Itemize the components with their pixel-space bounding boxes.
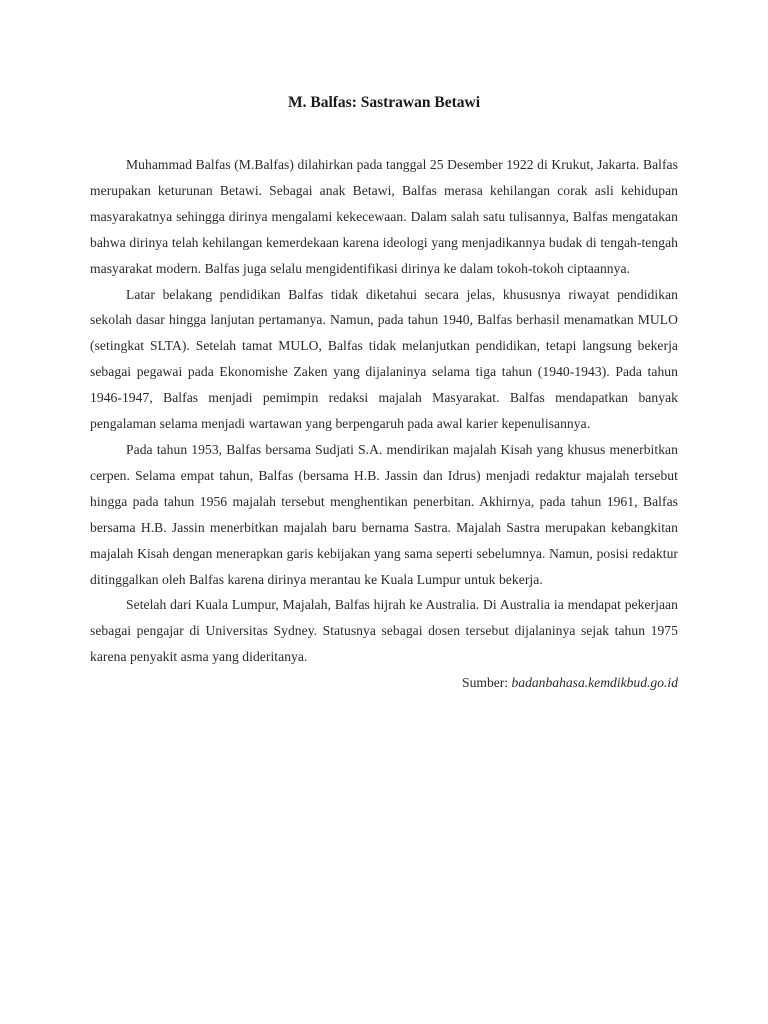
paragraph-career: Pada tahun 1953, Balfas bersama Sudjati S.A. mendirikan majalah Kisah yang khusus menerbitkan cerpen. Selama empat tahun, Balfas (bersama H.B. Jassin dan Idrus) menjadi redaktur majalah tersebut hingga pada tahun 1956 majalah tersebut menghentikan penerbitan. Akhirnya, pada tahun 1961, Balfas bersama H.B. Jassin menerbitkan majalah baru bernama Sastra. Majalah Sastra merupakan kebangkitan majalah Kisah dengan menerapkan garis kebijakan yang sama seperti sebelumnya. Namun, posisi redaktur ditinggalkan oleh Balfas karena dirinya merantau ke Kuala Lumpur untuk bekerja. xyxy=(90,441,678,587)
paragraph-australia: Setelah dari Kuala Lumpur, Majalah, Balfas hijrah ke Australia. Di Australia ia mendapat pekerjaan sebagai pengajar di Universitas Sydney. Statusnya sebagai dosen tersebut dijalaninya sejak tahun 1975 karena penyakit asma yang dideritanya. xyxy=(90,597,678,665)
document-body xyxy=(90,152,678,696)
source-line xyxy=(90,670,678,696)
document-title: M. Balfas: Sastrawan Betawi xyxy=(287,94,481,111)
paragraph-birth: Muhammad Balfas (M.Balfas) dilahirkan pada tanggal 25 Desember 1922 di Krukut, Jakarta. Balfas merupakan keturunan Betawi. Sebagai anak Betawi, Balfas merasa kehilangan corak asli kehidupan masyarakatnya sehingga dirinya mengalami kekecewaan. Dalam salah satu tulisannya, Balfas mengatakan bahwa dirinya telah kehilangan kemerdekaan karena ideologi yang menjadikannya budak di tengah-tengah masyarakat modern. Balfas juga selalu mengidentifikasi dirinya ke dalam tokoh-tokoh ciptaannya. xyxy=(90,157,678,276)
paragraph-education: Latar belakang pendidikan Balfas tidak diketahui secara jelas, khususnya riwayat pendidikan sekolah dasar hingga lanjutan pertamanya. Namun, pada tahun 1940, Balfas berhasil menamatkan MULO (setingkat SLTA). Setelah tamat MULO, Balfas tidak melanjutkan pendidikan, tetapi langsung bekerja sebagai pegawai pada Ekonomishe Zaken yang dijalaninya selama tiga tahun (1940-1943). Pada tahun 1946-1947, Balfas menjadi pemimpin redaksi majalah Masyarakat. Balfas mendapatkan banyak pengalaman selama menjadi wartawan yang berpengaruh pada awal karier kepenulisannya. xyxy=(90,286,678,432)
source-url: badanbahasa.kemdikbud.go.id xyxy=(511,675,678,691)
source-label: Sumber: xyxy=(462,675,512,691)
